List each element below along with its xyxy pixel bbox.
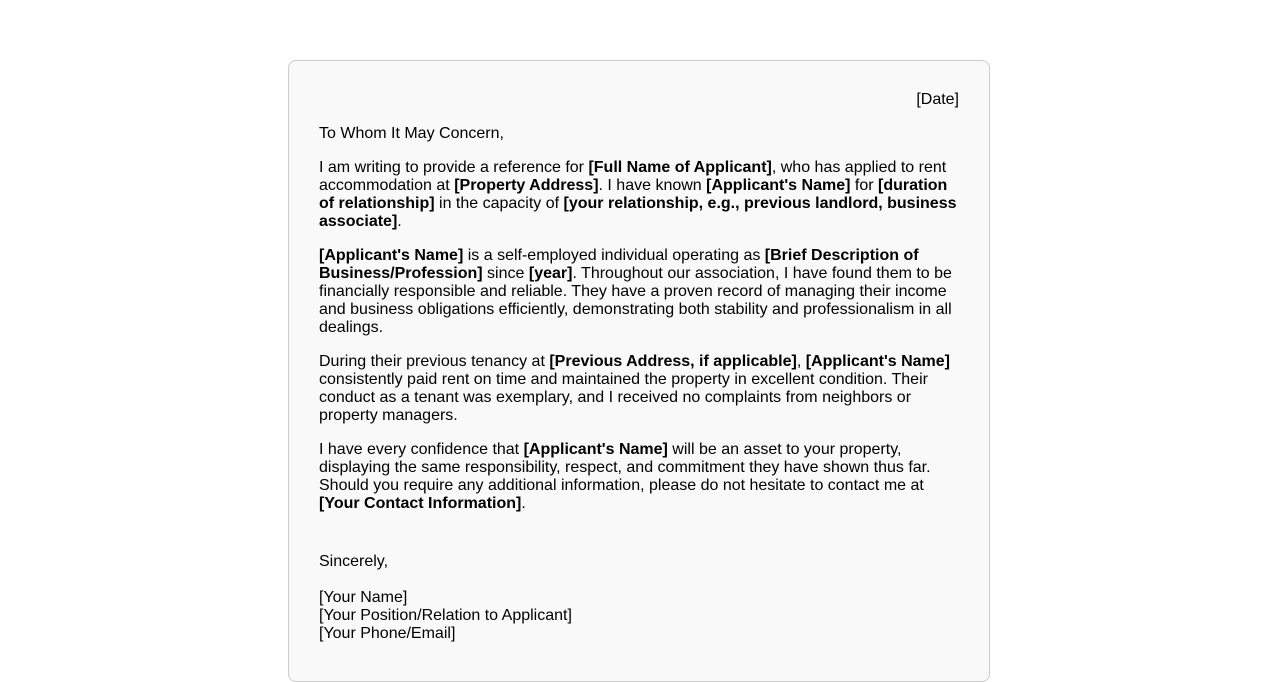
placeholder-applicant-full-name: [Full Name of Applicant] [588, 159, 772, 176]
placeholder-previous-address: [Previous Address, if applicable] [549, 353, 797, 370]
p1-text-6: . [397, 213, 402, 230]
signature-position: [Your Position/Relation to Applicant] [319, 607, 572, 624]
signature-name: [Your Name] [319, 589, 408, 606]
p1-text-1: I am writing to provide a reference for [319, 159, 589, 176]
placeholder-applicant-name: [Applicant's Name] [805, 353, 950, 370]
p2-text-1: is a self-employed individual operating as [463, 247, 765, 264]
placeholder-property-address: [Property Address] [454, 177, 599, 194]
paragraph-tenancy [319, 353, 959, 425]
signature-block [319, 589, 959, 643]
p4-text-2: will be an asset to your property, displaying the same responsibility, respect, and commitment they have shown thus far. Should you require any additional information, please do not hesitate to contact me at [319, 441, 931, 494]
p4-text-1: I have every confidence that [319, 441, 524, 458]
placeholder-applicant-name: [Applicant's Name] [319, 247, 464, 264]
placeholder-relationship: [your relationship, e.g., previous landlord, business associate] [319, 195, 957, 230]
p3-text-2: , [796, 353, 806, 370]
placeholder-applicant-name: [Applicant's Name] [523, 441, 668, 458]
placeholder-year: [year] [528, 265, 573, 282]
paragraph-confidence [319, 441, 959, 513]
p1-text-4: for [850, 177, 878, 194]
p3-text-3: consistently paid rent on time and maintained the property in excellent condition. Their conduct as a tenant was exemplary, and I received no complaints from neighbors or property managers. [319, 371, 928, 424]
paragraph-introduction [319, 159, 959, 231]
p4-text-3: . [521, 495, 526, 512]
p2-text-2: since [482, 265, 529, 282]
placeholder-business-description: [Brief Description of Business/Profession] [319, 247, 919, 282]
p1-text-3: . I have known [598, 177, 707, 194]
placeholder-applicant-name: [Applicant's Name] [706, 177, 851, 194]
p1-text-2: , who has applied to rent accommodation at [319, 159, 947, 194]
signature-contact: [Your Phone/Email] [319, 625, 456, 642]
p1-text-5: in the capacity of [434, 195, 564, 212]
placeholder-contact-information: [Your Contact Information] [319, 495, 522, 512]
letter-closing: Sincerely, [319, 553, 389, 570]
letter-date: [Date] [916, 91, 959, 108]
letter-card [288, 60, 990, 682]
placeholder-duration: [duration of relationship] [319, 177, 948, 212]
paragraph-self-employment [319, 247, 959, 337]
letter-salutation: To Whom It May Concern, [319, 125, 504, 142]
p2-text-3: . Throughout our association, I have found them to be financially responsible and reliable. They have a proven record of managing their income and business obligations efficiently, demonstrating both stability and professionalism in all dealings. [319, 265, 952, 336]
p3-text-1: During their previous tenancy at [319, 353, 550, 370]
